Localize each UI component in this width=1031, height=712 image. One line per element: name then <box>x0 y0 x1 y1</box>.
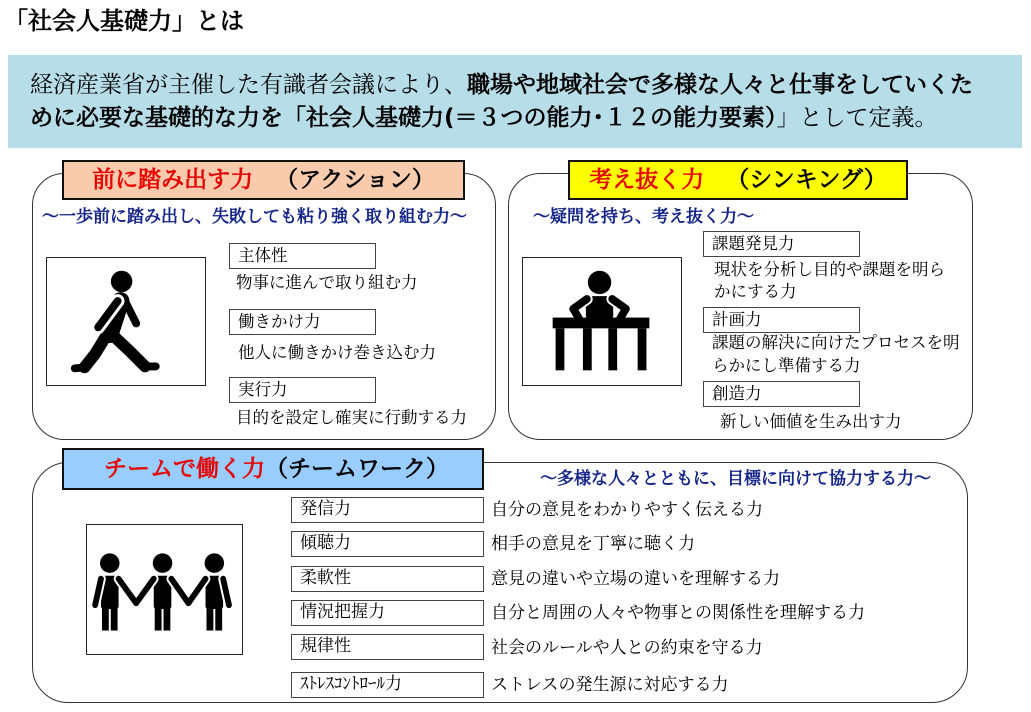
action-header <box>62 160 465 200</box>
walking-person-icon <box>47 258 204 384</box>
element-description: 社会のルールや人との約束を守る力 <box>491 638 763 658</box>
intro-emphasis-text: 職場や地域社会で多様な人々と仕事をしていくた <box>467 72 973 98</box>
element-label: 課題発見力 <box>703 231 860 257</box>
teamwork-subtitle: ～多様な人々とともに、目標に向けて協力する力～ <box>540 469 931 489</box>
competency-alias: （アクション） <box>275 167 435 193</box>
competency-name: 前に踏み出す力 <box>92 167 254 193</box>
people-figures <box>100 553 224 630</box>
teamwork-header <box>62 448 484 490</box>
competency-name: 考え抜く力 <box>589 167 705 193</box>
competency-alias: （チームワーク） <box>265 456 449 482</box>
element-description: ストレスの発生源に対応する力 <box>491 675 729 695</box>
intro-banner <box>8 55 1022 148</box>
competency-name: チームで働く力 <box>104 456 265 482</box>
intro-text: 経済産業省が主催した有識者会議により、 <box>30 72 467 98</box>
person-at-desk-icon <box>523 258 680 384</box>
element-label: 傾聴力 <box>291 531 484 557</box>
element-description: らかにし準備する力 <box>712 356 861 375</box>
element-label: 主体性 <box>229 243 376 269</box>
action-subtitle: ～一歩前に踏み出し、失敗しても粘り強く取り組む力～ <box>42 207 467 227</box>
thinking-header <box>568 160 908 200</box>
element-description: 物事に進んで取り組む力 <box>236 273 418 292</box>
action-icon-frame <box>46 257 206 386</box>
element-label: 働きかけ力 <box>229 309 376 335</box>
intro-text: 」として定義。 <box>776 105 938 131</box>
element-label: 創造力 <box>703 381 860 407</box>
element-description: 自分と周囲の人々や物事との関係性を理解する力 <box>491 603 865 623</box>
element-label: 柔軟性 <box>291 566 484 592</box>
element-description: かにする力 <box>714 282 797 301</box>
element-description: 他人に働きかけ巻き込む力 <box>238 343 436 362</box>
element-label: 規律性 <box>291 634 484 660</box>
element-description: 新しい価値を生み出す力 <box>720 412 902 431</box>
element-description: 意見の違いや立場の違いを理解する力 <box>491 569 780 589</box>
desk <box>553 318 650 371</box>
teamwork-icon-frame <box>86 524 243 655</box>
intro-line-2 <box>30 102 938 135</box>
people-holding-hands-icon <box>87 525 241 653</box>
thinking-subtitle: ～疑問を持ち、考え抜く力～ <box>533 207 754 227</box>
element-description: 相手の意見を丁寧に聴く力 <box>491 534 695 554</box>
thinking-icon-frame <box>522 257 682 386</box>
element-label: 実行力 <box>229 377 376 403</box>
competency-alias: （シンキング） <box>726 167 887 193</box>
intro-line-1 <box>30 69 973 102</box>
page-title: 「社会人基礎力」とは <box>4 7 244 35</box>
element-label: 発信力 <box>291 497 484 523</box>
intro-emphasis-text: めに必要な基礎的な力を「社会人基礎力(＝３つの能力･１２の能力要素） <box>30 105 777 131</box>
element-description: 自分の意見をわかりやすく伝える力 <box>491 500 763 520</box>
element-description: 目的を設定し確実に行動する力 <box>236 408 467 427</box>
walking-person-body <box>75 301 156 368</box>
element-description: 課題の解決に向けたプロセスを明 <box>712 333 960 352</box>
element-description: 現状を分析し目的や課題を明ら <box>714 260 945 279</box>
element-label: ｽﾄﾚｽｺﾝﾄﾛｰﾙ力 <box>291 672 484 698</box>
element-label: 情況把握力 <box>291 600 484 626</box>
walking-person-head <box>111 271 132 292</box>
element-label: 計画力 <box>703 307 860 333</box>
